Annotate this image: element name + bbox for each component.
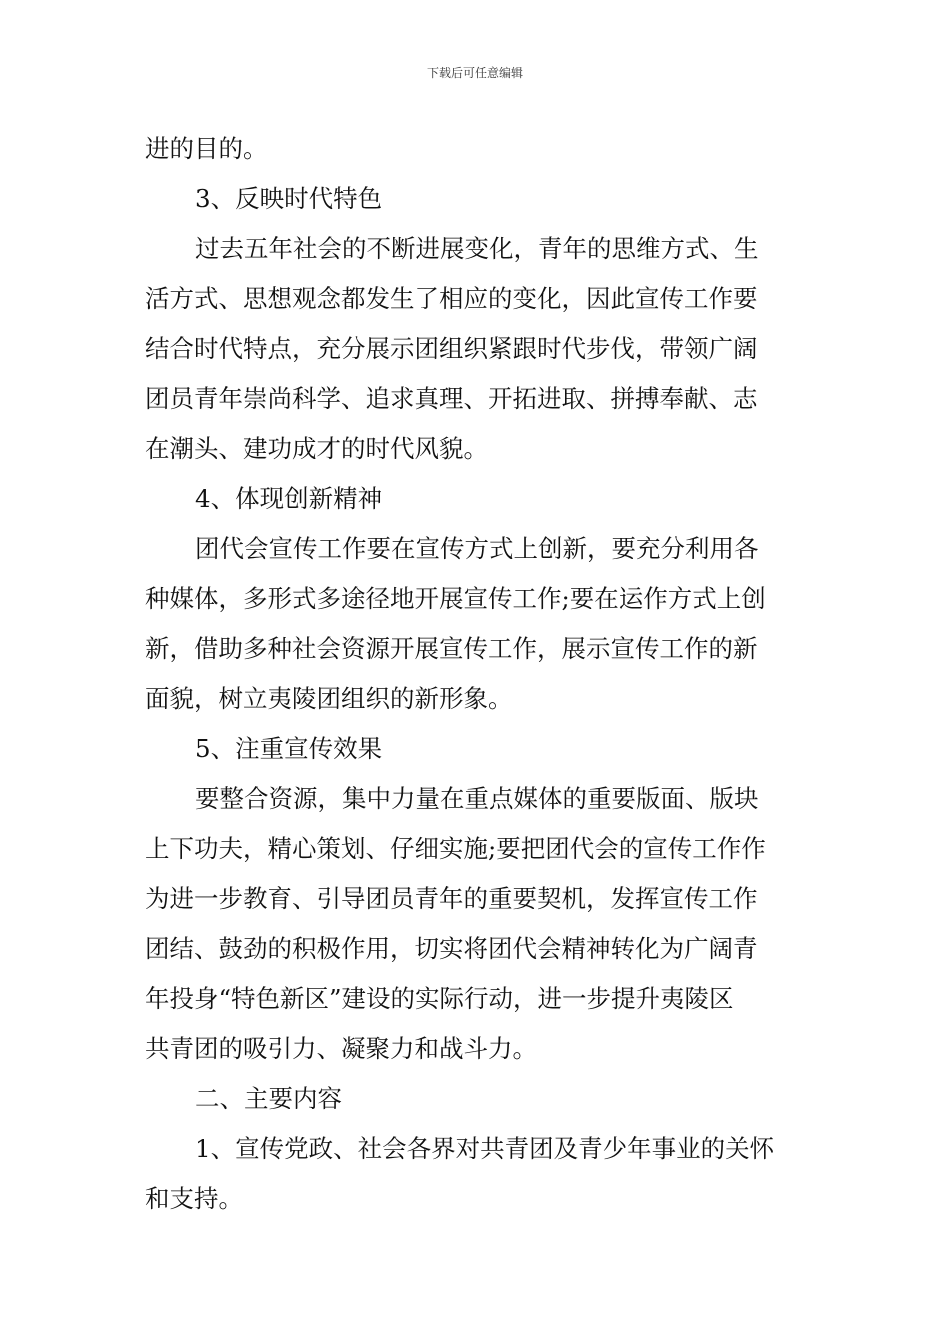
- text-line: 4、体现创新精神: [195, 484, 383, 513]
- document-body: [145, 124, 810, 1224]
- text-line: 新，借助多种社会资源开展宣传工作，展示宣传工作的新: [145, 634, 758, 663]
- text-line: 团代会宣传工作要在宣传方式上创新，要充分利用各: [195, 534, 759, 563]
- text-line: 1、宣传党政、社会各界对共青团及青少年事业的关怀: [195, 1134, 775, 1163]
- text-line: 二、主要内容: [195, 1084, 342, 1113]
- text-line: 年投身“特色新区”建设的实际行动，进一步提升夷陵区: [145, 984, 734, 1013]
- text-line: 为进一步教育、引导团员青年的重要契机，发挥宣传工作: [145, 884, 758, 913]
- text-line: 在潮头、建功成才的时代风貌。: [145, 434, 488, 463]
- text-line: 团员青年崇尚科学、追求真理、开拓进取、拼搏奉献、志: [145, 384, 758, 413]
- text-line: 上下功夫，精心策划、仔细实施;要把团代会的宣传工作作: [145, 834, 766, 863]
- text-line: 种媒体，多形式多途径地开展宣传工作;要在运作方式上创: [145, 584, 766, 613]
- text-line: 活方式、思想观念都发生了相应的变化，因此宣传工作要: [145, 284, 758, 313]
- text-line: 结合时代特点，充分展示团组织紧跟时代步伐，带领广阔: [145, 334, 758, 363]
- text-line: 5、注重宣传效果: [195, 734, 383, 763]
- text-line: 团结、鼓劲的积极作用，切实将团代会精神转化为广阔青: [145, 934, 758, 963]
- text-line: 过去五年社会的不断进展变化，青年的思维方式、生: [195, 234, 759, 263]
- text-line: 进的目的。: [145, 134, 268, 163]
- text-line: 要整合资源，集中力量在重点媒体的重要版面、版块: [195, 784, 759, 813]
- text-line: 和支持。: [145, 1184, 243, 1213]
- text-line: 面貌，树立夷陵团组织的新形象。: [145, 684, 513, 713]
- text-line: 3、反映时代特色: [195, 184, 383, 213]
- header-note: 下载后可任意编辑: [426, 66, 523, 80]
- text-line: 共青团的吸引力、凝聚力和战斗力。: [145, 1034, 537, 1063]
